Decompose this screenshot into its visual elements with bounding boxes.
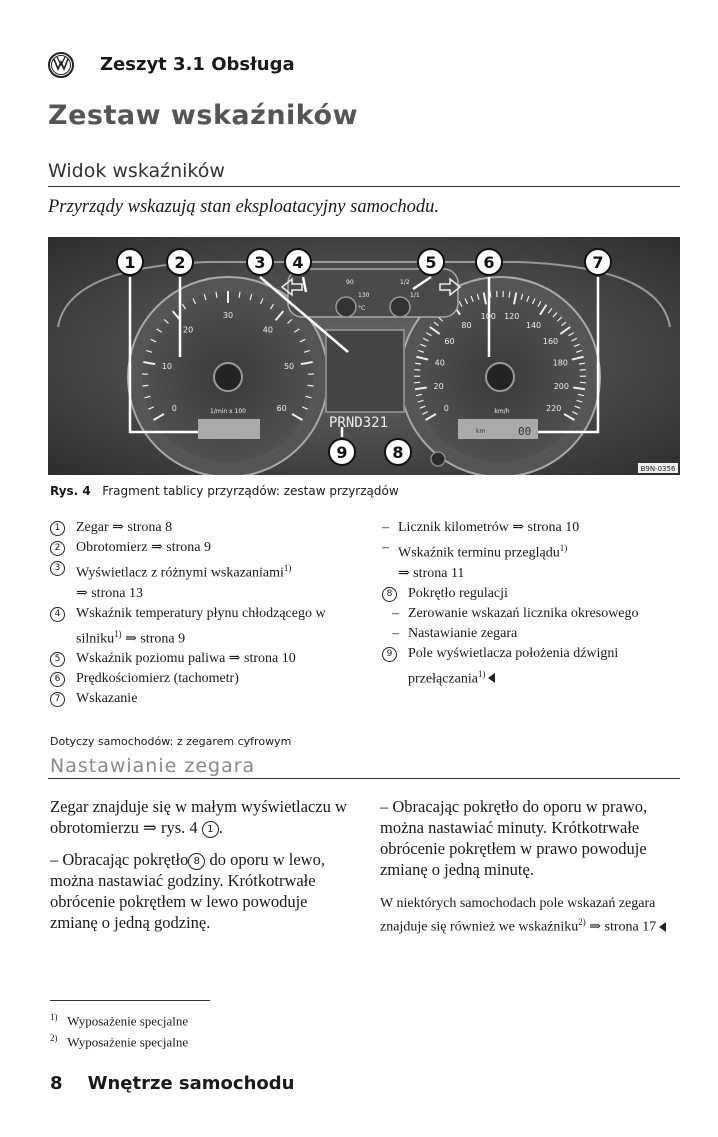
temp-label: 90 <box>346 279 354 286</box>
speed-label: 80 <box>461 320 472 330</box>
legend-left <box>48 518 368 709</box>
svg-text:8: 8 <box>392 443 404 462</box>
rpm-tick <box>142 385 148 386</box>
svg-text:7: 7 <box>592 253 604 272</box>
rpm-tick <box>308 385 314 386</box>
legend-item-4: 4 Wskaźnik temperatury płynu chłodzącego w silniku$^{1)}$ ⇒ strona 9 <box>48 604 368 650</box>
page-footer <box>50 1073 294 1094</box>
temp-label: °C <box>358 305 366 312</box>
section-subtitle: Widok wskaźników <box>48 160 225 182</box>
speed-unit: km/h <box>494 408 510 415</box>
legend-odometer: – Licznik kilometrów ⇒ strona 10 <box>382 520 580 535</box>
speed-label: 20 <box>433 381 444 391</box>
footnote-divider <box>50 1000 210 1001</box>
end-marker-icon <box>659 922 666 932</box>
speed-label: 120 <box>504 312 520 322</box>
vw-logo-icon <box>48 52 74 78</box>
svg-text:5: 5 <box>425 253 437 272</box>
legend-right <box>380 518 690 689</box>
caption-text: Fragment tablicy przyrządów: zestaw przyrządów <box>102 484 399 498</box>
speed-tick <box>414 370 420 371</box>
callout-7 <box>585 249 611 275</box>
callout-6 <box>476 249 502 275</box>
speed-label: 100 <box>480 312 496 322</box>
figure-caption <box>50 484 399 498</box>
svg-text:6: 6 <box>483 253 495 272</box>
svg-text:3: 3 <box>254 253 266 272</box>
clock-display <box>198 419 260 439</box>
rpm-tick <box>239 292 240 298</box>
speed-tick <box>509 292 510 298</box>
speed-tick <box>580 370 586 371</box>
clock-left-column <box>50 796 355 944</box>
fuel-label: 1/1 <box>410 292 420 299</box>
legend-item-9: 9 Pole wyświetlacza położenia dźwigni przełączania$^{1)}$ <box>380 644 690 690</box>
footnote-2: $^{2)}$ Wyposażenie specjalne <box>50 1033 189 1050</box>
svg-text:4: 4 <box>292 253 304 272</box>
rpm-label: 0 <box>171 404 177 413</box>
figure-code: B9N-0356 <box>640 465 676 473</box>
fuel-label: 1/2 <box>400 279 410 286</box>
footnote-1: $^{1)}$ Wyposażenie specjalne <box>50 1012 189 1029</box>
rpm-unit: 1/min x 100 <box>210 408 246 415</box>
legend-item-8: 8 Pokrętło regulacji <box>380 584 690 604</box>
legend-service-indicator: – Wskaźnik terminu przeglądu$^{1)}$ ⇒ strona 11 <box>382 540 568 581</box>
legend-item-6: 6 Prędkościomierz (tachometr) <box>48 669 368 689</box>
clock-paragraph-4: W niektórych samochodach pole wskazań zegara znajduje się również we wskaźniku$^{2)}$ ⇒ strona 17 <box>380 894 680 937</box>
rpm-label: 10 <box>161 362 173 372</box>
rpm-label: 20 <box>183 325 194 335</box>
trip-text: 00 <box>518 425 532 438</box>
speed-label: 200 <box>553 381 570 391</box>
callout-2 <box>167 249 193 275</box>
temp-label: 130 <box>358 292 370 299</box>
svg-text:9: 9 <box>336 443 348 462</box>
gear-indicator: PRND321 <box>329 415 389 431</box>
odometer-text: km <box>476 428 486 435</box>
legend-item-2: 2 Obrotomierz ⇒ strona 9 <box>48 538 368 558</box>
legend-item-1: 1 Zegar ⇒ strona 8 <box>48 518 368 538</box>
callout-4 <box>285 249 311 275</box>
callout-9 <box>329 439 355 465</box>
speed-tick <box>490 292 491 298</box>
speed-label: 140 <box>525 320 542 330</box>
legend-set-clock: – Nastawianie zegara <box>392 625 518 641</box>
legend-item-5: 5 Wskaźnik poziomu paliwa ⇒ strona 10 <box>48 649 368 669</box>
callout-5 <box>418 249 444 275</box>
rpm-tick <box>216 292 217 298</box>
small-gauges-housing <box>288 269 458 317</box>
page-title: Zestaw wskaźników <box>48 100 359 131</box>
rpm-label: 30 <box>222 311 234 320</box>
section-header: Zeszyt 3.1 Obsługa <box>100 54 295 75</box>
clock-divider <box>48 778 680 779</box>
svg-text:1: 1 <box>124 253 136 272</box>
svg-text:2: 2 <box>174 253 186 272</box>
speed-label: 160 <box>542 337 559 347</box>
callout-8 <box>385 439 411 465</box>
end-marker-icon <box>488 673 495 683</box>
speed-label: 60 <box>444 337 455 347</box>
caption-label: Rys. 4 <box>50 484 91 498</box>
legend-trip-reset: – Zerowanie wskazań licznika okresowego <box>392 605 639 621</box>
clock-heading: Nastawianie zegara <box>50 755 256 777</box>
clock-right-column <box>380 796 680 948</box>
chapter-title: Wnętrze samochodu <box>87 1073 295 1094</box>
legend-item-3: 3 Wyświetlacz z różnymi wskazaniami$^{1)}$ ⇒ strona 13 <box>48 558 368 604</box>
intro-text: Przyrządy wskazują stan eksploatacyjny samochodu. <box>48 197 440 217</box>
speed-label: 0 <box>443 404 449 413</box>
callout-3 <box>247 249 273 275</box>
clock-paragraph-1: Zegar znajduje się w małym wyświetlaczu w obrotomierzu ⇒ rys. 4 1 . <box>50 797 347 837</box>
speed-label: 180 <box>552 358 568 368</box>
adjust-knob <box>431 452 445 466</box>
subtitle-divider <box>48 186 680 187</box>
rpm-label: 50 <box>283 362 295 372</box>
rpm-label: 40 <box>262 325 273 335</box>
callout-1 <box>117 249 143 275</box>
speed-label: 220 <box>546 404 562 413</box>
clock-paragraph-2: – Obracając pokrętło 8 do oporu w lewo, można nastawiać godziny. Krótkotrwałe obrócenie pokrętłem w lewo powoduje zmianę o jedną godzinę. <box>50 850 325 932</box>
speed-label: 40 <box>434 358 445 368</box>
page-number: 8 <box>50 1073 63 1094</box>
clock-paragraph-3: – Obracając pokrętło do oporu w prawo, można nastawiać minuty. Krótkotrwałe obrócenie pokrętłem w prawo powoduje zmianę o jedną minutę. <box>380 797 648 879</box>
instrument-cluster-figure <box>48 237 680 475</box>
rpm-label: 60 <box>276 404 287 413</box>
legend-item-7: 7 Wskazanie <box>48 689 368 709</box>
applicability-note: Dotyczy samochodów: z zegarem cyfrowym <box>50 735 292 748</box>
